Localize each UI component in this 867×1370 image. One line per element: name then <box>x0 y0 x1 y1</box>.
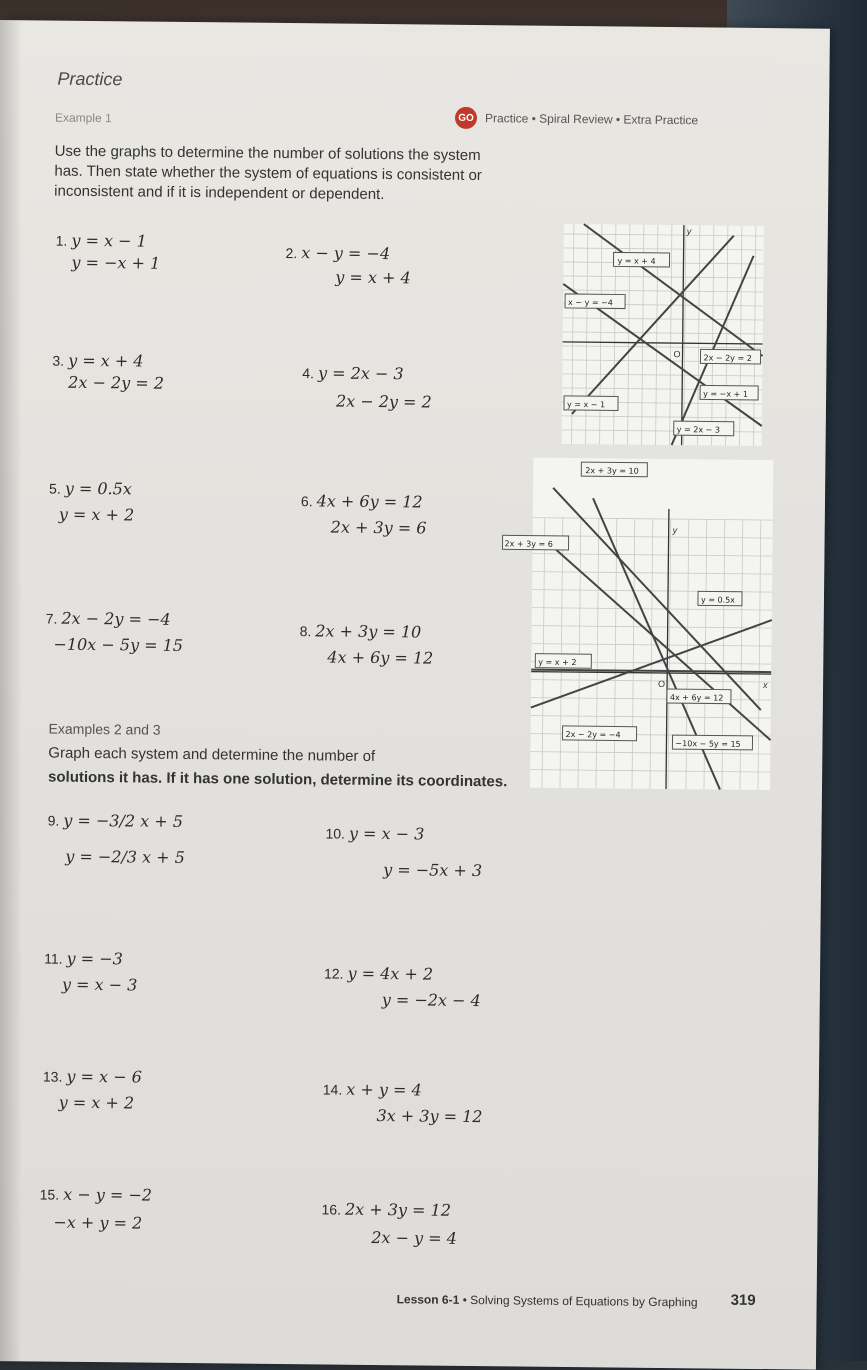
graph-2-label-g: −10x − 5y = 15 <box>675 739 741 749</box>
problem-2: 2. x − y = −4 <box>285 243 391 264</box>
problem-6: 6. 4x + 6y = 12 <box>300 491 423 512</box>
problem-7: 7. 2x − 2y = −4 <box>45 608 171 629</box>
graph-2-label-b: 2x + 3y = 6 <box>504 539 553 549</box>
example-reference: Example 1 <box>54 110 112 126</box>
graph-2-label-d: y = x + 2 <box>538 657 577 668</box>
instructions-line-2: has. Then state whether the system of equations is consistent or <box>54 162 482 185</box>
problem-1-eq2: y = −x + 1 <box>71 252 161 273</box>
footer-lesson: Lesson 6-1 <box>396 1292 460 1307</box>
problem-3: 3. y = x + 4 <box>52 350 144 371</box>
problem-2-eq2: y = x + 4 <box>335 267 411 288</box>
graph-1-label-d: y = −x + 1 <box>703 389 749 399</box>
problem-4-eq2: 2x − 2y = 2 <box>335 391 432 412</box>
graph-1 <box>562 224 764 446</box>
graph-1-y-label: y <box>686 226 692 237</box>
section-2-instructions-line-1: Graph each system and determine the number of <box>48 744 376 765</box>
problem-16: 16. 2x + 3y = 12 <box>321 1199 452 1220</box>
problem-3-eq2: 2x − 2y = 2 <box>68 372 165 393</box>
go-online-icon[interactable]: GO <box>455 107 477 129</box>
graph-1-label-f: y = 2x − 3 <box>676 425 721 435</box>
problem-12-eq2: y = −2x − 4 <box>381 990 481 1011</box>
problem-12: 12. y = 4x + 2 <box>323 963 434 984</box>
problem-4: 4. y = 2x − 3 <box>302 363 404 384</box>
problem-10-eq2: y = −5x + 3 <box>383 860 483 881</box>
graph-1-label-c: 2x − 2y = 2 <box>703 353 752 363</box>
problem-13-eq2: y = x + 2 <box>58 1092 135 1113</box>
graph-2-y-label: y <box>672 525 678 536</box>
problem-1: 1. y = x − 1 <box>55 230 147 251</box>
problem-6-eq2: 2x + 3y = 6 <box>330 517 427 538</box>
problem-11: 11. y = −3 <box>44 948 123 969</box>
page-fold-shadow <box>0 20 22 1361</box>
instructions-line-1: Use the graphs to determine the number of solutions the system <box>54 142 481 165</box>
problem-14-eq2: 3x + 3y = 12 <box>376 1106 483 1127</box>
problem-5: 5. y = 0.5x <box>49 478 132 499</box>
problem-5-eq2: y = x + 2 <box>58 504 135 525</box>
graph-2-label-c: y = 0.5x <box>700 595 735 605</box>
graph-2-x-label: x <box>763 680 768 691</box>
problem-8-eq2: 4x + 6y = 12 <box>327 647 434 668</box>
graph-1-x-axis <box>563 342 763 344</box>
problem-15-eq2: −x + y = 2 <box>53 1212 143 1233</box>
problem-10: 10. y = x − 3 <box>325 823 425 844</box>
instructions-line-3: inconsistent and if it is independent or dependent. <box>54 182 385 204</box>
problem-8: 8. 2x + 3y = 10 <box>299 621 422 642</box>
graph-2-label-a: 2x + 3y = 10 <box>585 466 639 476</box>
problem-9: 9. y = −3/2 x + 5 <box>47 810 184 831</box>
graph-2-label-e: 4x + 6y = 12 <box>669 693 724 703</box>
problem-15: 15. x − y = −2 <box>39 1184 153 1205</box>
graph-2 <box>504 458 773 790</box>
examples-reference: Examples 2 and 3 <box>48 720 161 738</box>
graph-1-label-b: x − y = −4 <box>568 297 613 308</box>
problem-7-eq2: −10x − 5y = 15 <box>53 634 184 655</box>
problem-16-eq2: 2x − y = 4 <box>371 1227 457 1248</box>
page-footer <box>397 1292 698 1309</box>
footer-title: • Solving Systems of Equations by Graphing <box>462 1292 698 1310</box>
section-title: Practice <box>57 68 123 90</box>
graph-2-label-f: 2x − 2y = −4 <box>565 729 621 740</box>
problem-14: 14. x + y = 4 <box>322 1079 422 1100</box>
textbook-page <box>0 20 830 1370</box>
graph-1-origin: O <box>673 349 681 360</box>
graph-1-label-a: y = x + 4 <box>617 256 656 266</box>
problem-9-eq2: y = −2/3 x + 5 <box>65 846 185 867</box>
graph-1-label-e: y = x − 1 <box>566 399 606 410</box>
problem-13: 13. y = x − 6 <box>42 1066 142 1087</box>
online-resources-links[interactable]: Practice • Spiral Review • Extra Practice <box>484 111 699 128</box>
graph-2-line-b <box>541 538 773 740</box>
page-number: 319 <box>730 1291 756 1309</box>
graph-2-origin: O <box>658 678 666 690</box>
section-2-instructions-line-2: solutions it has. If it has one solution, determine its coordinates. <box>47 768 508 791</box>
problem-11-eq2: y = x − 3 <box>61 974 138 995</box>
